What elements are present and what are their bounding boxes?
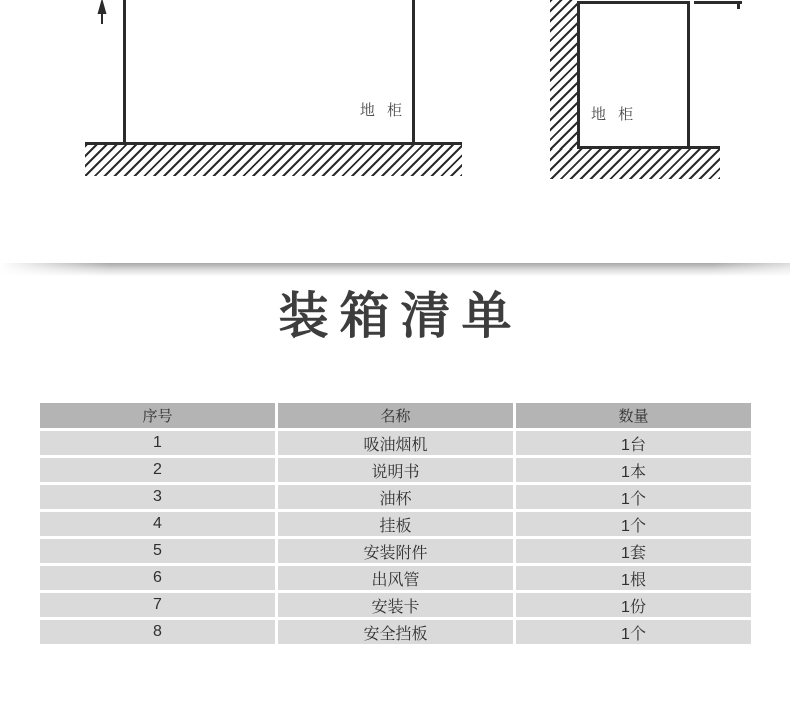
table-cell-quantity: 1个 (516, 485, 751, 509)
corner-floor-hatch (550, 149, 720, 179)
page-title: 装箱清单 (278, 288, 523, 344)
table-cell-quantity: 1本 (516, 458, 751, 482)
packing-list-table (40, 403, 751, 644)
table-cell-index: 5 (40, 539, 275, 563)
table-cell-quantity: 1个 (516, 512, 751, 536)
cropped-line-fragment (694, 1, 742, 4)
title-section (0, 277, 790, 403)
table-cell-index: 2 (40, 458, 275, 482)
packing-list-section (0, 403, 790, 644)
table-cell-name: 油杯 (278, 485, 513, 509)
cropped-line-tick (737, 1, 740, 9)
floor-hatch (85, 145, 462, 176)
table-cell-quantity: 1份 (516, 593, 751, 617)
table-cell-index: 1 (40, 431, 275, 455)
corner-cabinet-outline (577, 1, 690, 149)
table-cell-quantity: 1个 (516, 620, 751, 644)
table-cell-index: 3 (40, 485, 275, 509)
table-cell-index: 7 (40, 593, 275, 617)
table-cell-name: 出风管 (278, 566, 513, 590)
corner-cabinet-label: 地 柜 (591, 106, 638, 123)
table-cell-name: 安装卡 (278, 593, 513, 617)
floor-cabinet-outline (123, 0, 415, 145)
table-cell-index: 8 (40, 620, 275, 644)
up-arrow-icon (95, 0, 109, 24)
table-cell-quantity: 1套 (516, 539, 751, 563)
table-cell-quantity: 1台 (516, 431, 751, 455)
floor-cabinet-label: 地 柜 (359, 102, 406, 119)
table-cell-name: 挂板 (278, 512, 513, 536)
column-header-index: 序号 (40, 403, 275, 428)
table-cell-name: 吸油烟机 (278, 431, 513, 455)
table-cell-quantity: 1根 (516, 566, 751, 590)
column-header-name: 名称 (278, 403, 513, 428)
wall-hatch (550, 0, 577, 149)
table-cell-index: 4 (40, 512, 275, 536)
column-header-quantity: 数量 (516, 403, 751, 428)
installation-diagrams (0, 0, 790, 263)
table-cell-name: 说明书 (278, 458, 513, 482)
section-shadow-divider (0, 263, 790, 277)
table-cell-index: 6 (40, 566, 275, 590)
table-cell-name: 安全挡板 (278, 620, 513, 644)
table-cell-name: 安装附件 (278, 539, 513, 563)
